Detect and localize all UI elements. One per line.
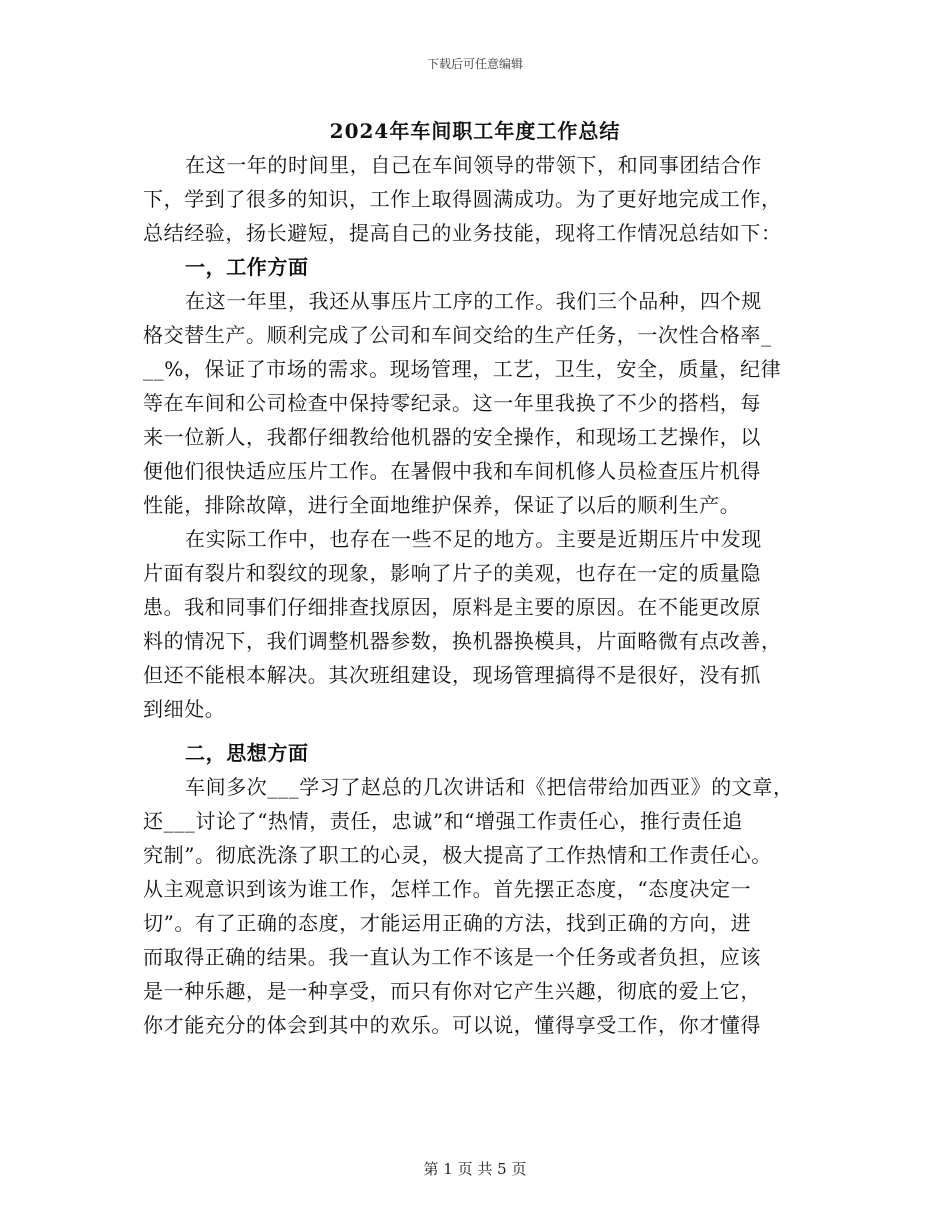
section-heading-thought: 二，思想方面 [185, 741, 309, 765]
document-title: 2024年车间职工年度工作总结 [329, 119, 621, 143]
page-number: 第 1 页 共 5 页 [423, 1160, 527, 1178]
body-line: 究制”。彻底洗涤了职工的心灵，极大提高了工作热情和工作责任心。 [143, 843, 772, 867]
body-line: 患。我和同事们仔细排查找原因，原料是主要的原因。在不能更改原 [143, 595, 761, 619]
body-line: 而取得正确的结果。我一直认为工作不该是一个任务或者负担，应该 [143, 945, 761, 969]
body-line: 在这一年的时间里，自己在车间领导的带领下，和同事团结合作 [185, 153, 762, 177]
body-line: 等在车间和公司检查中保持零纪录。这一年里我换了不少的搭档，每 [143, 391, 761, 415]
body-line: 性能，排除故障，进行全面地维护保养，保证了以后的顺利生产。 [143, 493, 741, 517]
section-gap [143, 726, 808, 736]
body-line: 到细处。 [143, 697, 226, 721]
body-line: 是一种乐趣，是一种享受，而只有你对它产生兴趣，彻底的爱上它， [143, 979, 761, 1003]
body-line: 你才能充分的体会到其中的欢乐。可以说，懂得享受工作，你才懂得 [143, 1013, 761, 1037]
body-line: 总结经验，扬长避短，提高自己的业务技能，现将工作情况总结如下： [143, 221, 782, 245]
body-line: 料的情况下，我们调整机器参数，换机器换模具，片面略微有点改善， [143, 629, 782, 653]
body-line: 车间多次___学习了赵总的几次讲话和《把信带给加西亚》的文章， [185, 775, 794, 799]
body-line: 便他们很快适应压片工作。在暑假中我和车间机修人员检查压片机得 [143, 459, 761, 483]
section-heading-work: 一，工作方面 [185, 255, 309, 279]
body-line: 在实际工作中，也存在一些不足的地方。主要是近期压片中发现 [185, 527, 762, 551]
body-line: 切”。有了正确的态度，才能运用正确的方法，找到正确的方向，进 [143, 911, 752, 935]
body-line: 还___讨论了“热情，责任，忠诚”和“增强工作责任心，推行责任追 [143, 809, 743, 833]
body-line: 在这一年里，我还从事压片工序的工作。我们三个品种，四个规 [185, 289, 762, 313]
document-body [143, 148, 808, 1042]
header-note: 下载后可任意编辑 [426, 57, 523, 71]
body-line: __%，保证了市场的需求。现场管理，工艺，卫生，安全，质量，纪律 [143, 357, 782, 381]
body-line: 下，学到了很多的知识，工作上取得圆满成功。为了更好地完成工作， [143, 187, 782, 211]
body-line: 但还不能根本解决。其次班组建设，现场管理搞得不是很好，没有抓 [143, 663, 761, 687]
body-line: 格交替生产。顺利完成了公司和车间交给的生产任务，一次性合格率_ [143, 323, 772, 347]
body-line: 从主观意识到该为谁工作，怎样工作。首先摆正态度，“态度决定一 [143, 877, 752, 901]
body-line: 片面有裂片和裂纹的现象，影响了片子的美观，也存在一定的质量隐 [143, 561, 761, 585]
body-line: 来一位新人，我都仔细教给他机器的安全操作，和现场工艺操作，以 [143, 425, 761, 449]
